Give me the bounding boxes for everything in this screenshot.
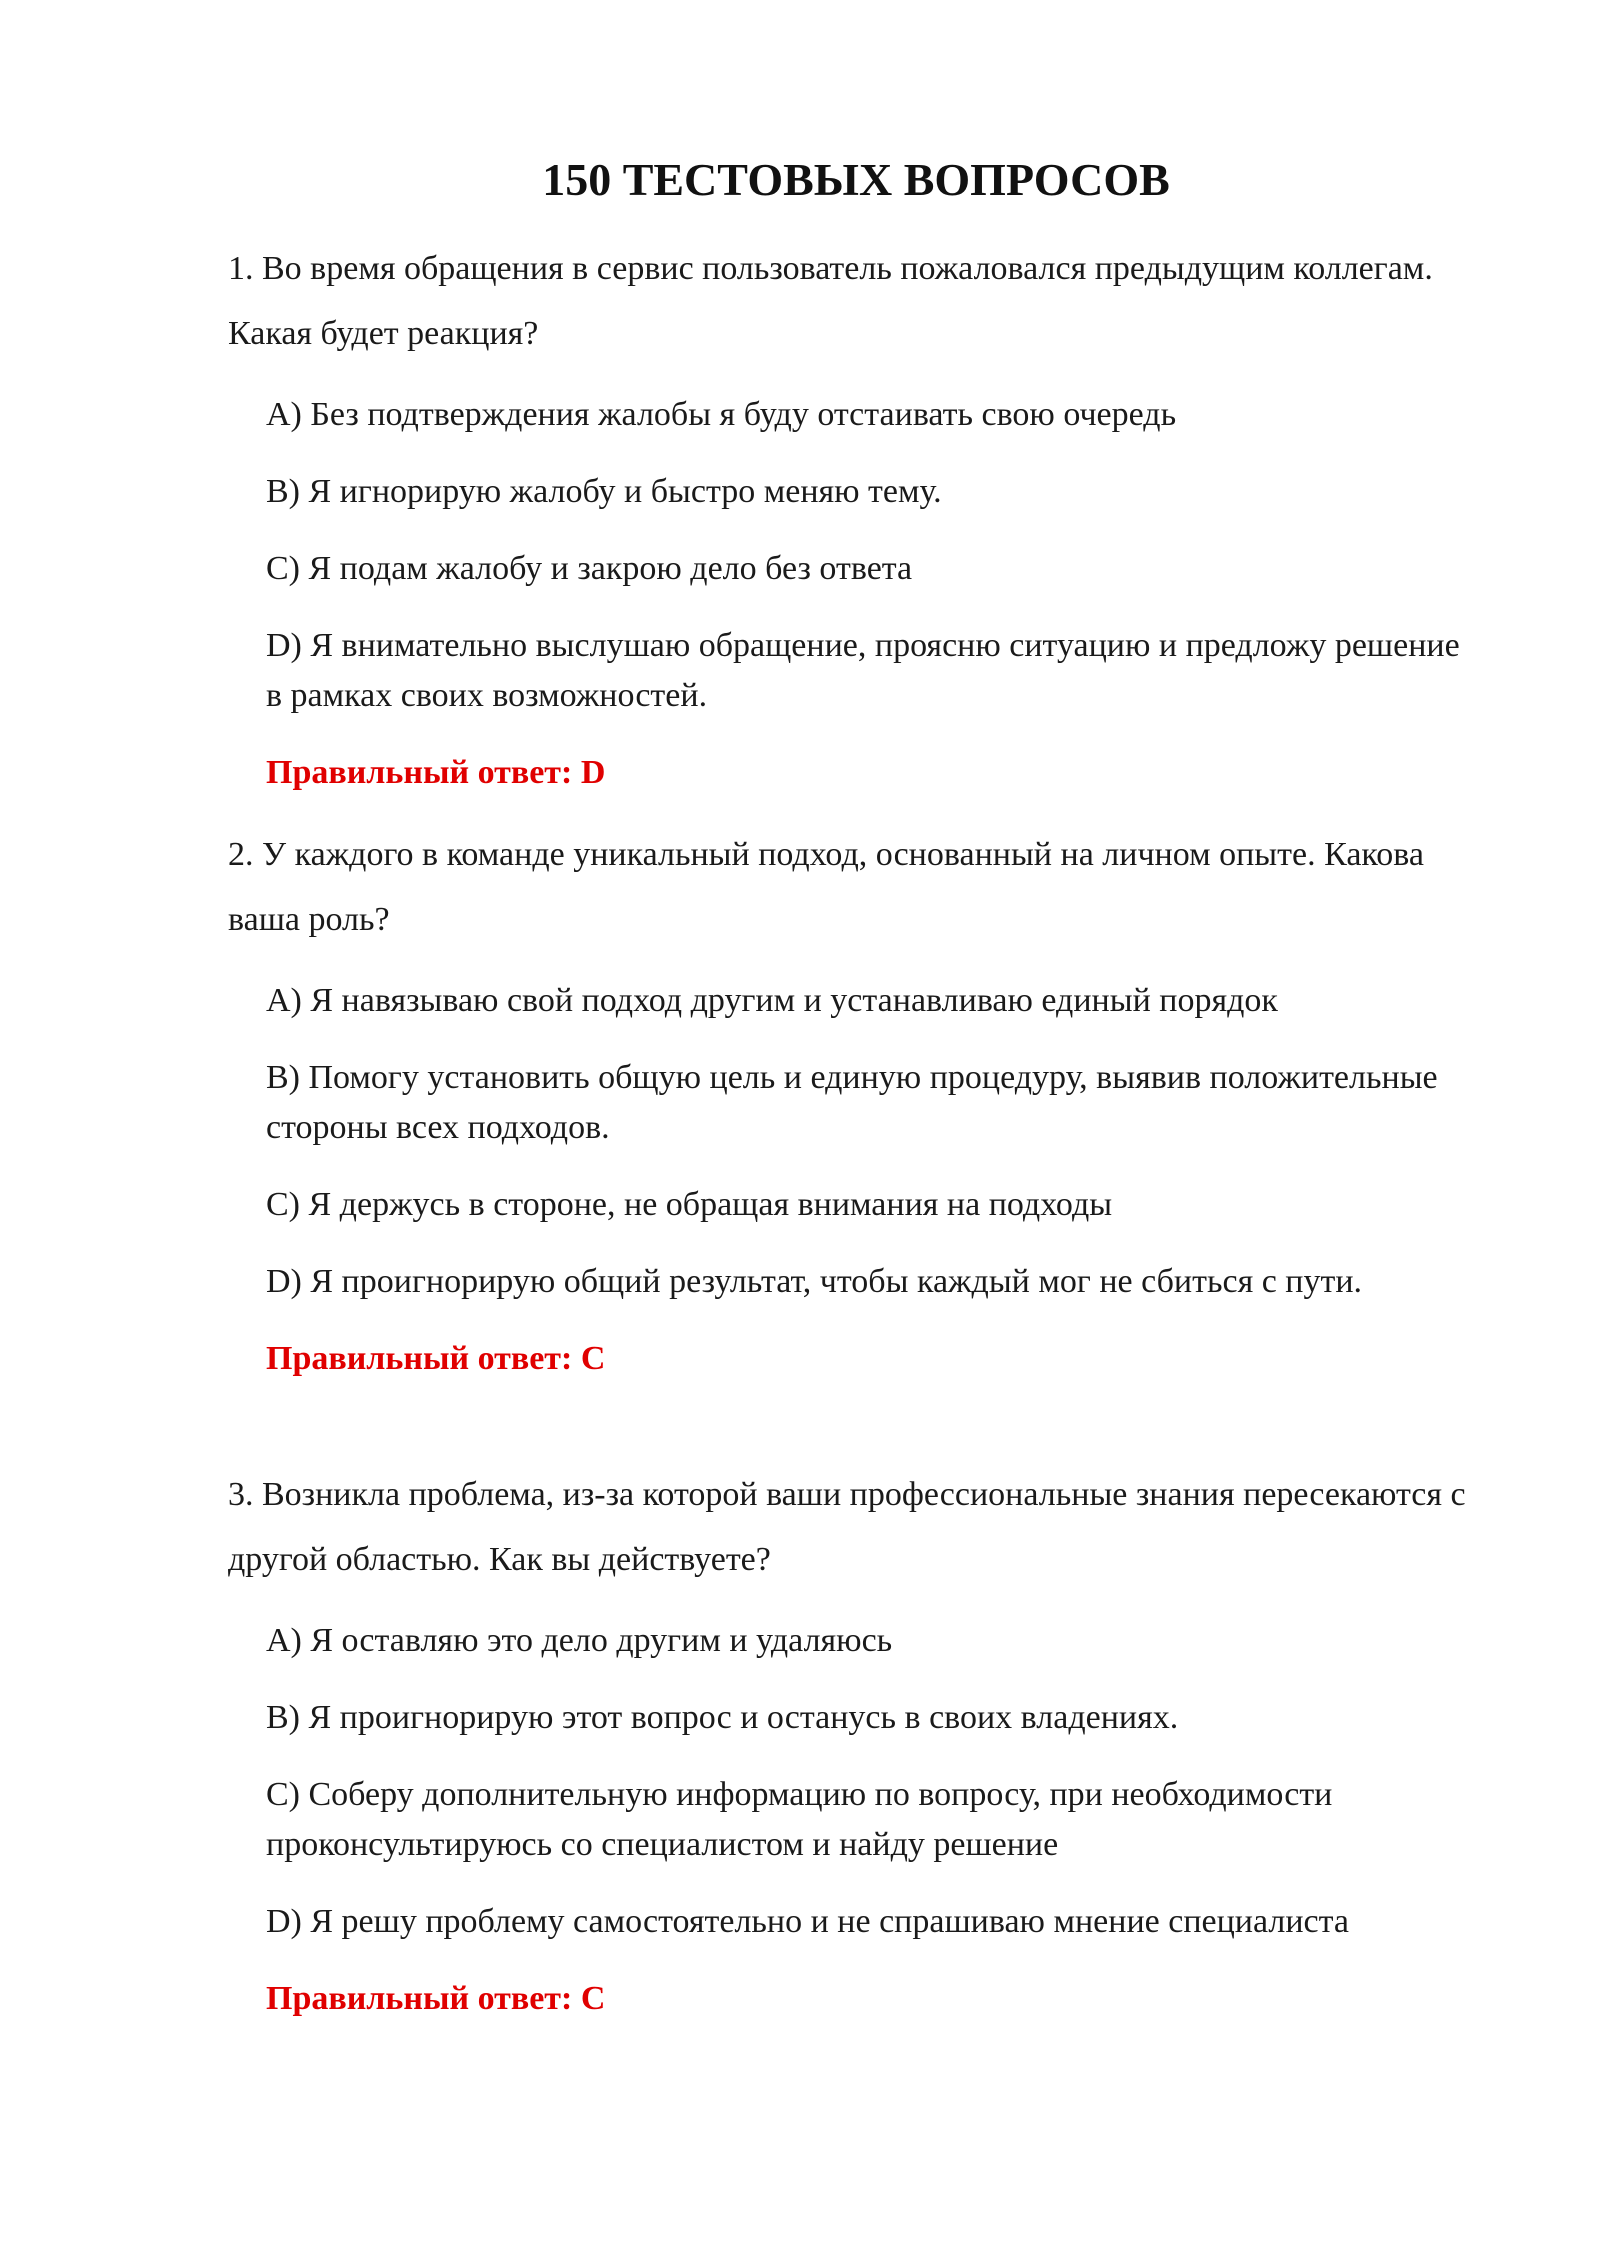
question-text: 2. У каждого в команде уникальный подход, основанный на личном опыте. Какова ваша роль? xyxy=(228,836,1424,938)
option-b: B) Я проигнорирую этот вопрос и останусь в своих владениях. xyxy=(266,1699,1179,1736)
question-1 xyxy=(228,236,1478,798)
page-title: 150 ТЕСТОВЫХ ВОПРОСОВ xyxy=(542,154,1170,205)
options-list xyxy=(266,976,1478,1307)
question-3 xyxy=(228,1462,1478,2024)
option-d: D) Я внимательно выслушаю обращение, проясню ситуацию и предложу решение в рамках своих возможностей. xyxy=(266,627,1460,714)
answer-value: D xyxy=(580,754,606,791)
answer-label: Правильный ответ: xyxy=(266,1980,573,2017)
answer-label: Правильный ответ: xyxy=(266,1340,573,1377)
option-a: A) Без подтверждения жалобы я буду отстаивать свою очередь xyxy=(266,396,1177,433)
option-c: C) Соберу дополнительную информацию по вопросу, при необходимости проконсультируюсь со специалистом и найду решение xyxy=(266,1776,1333,1863)
option-b: B) Помогу установить общую цель и единую процедуру, выявив положительные стороны всех подходов. xyxy=(266,1059,1438,1146)
answer-value: C xyxy=(580,1340,606,1377)
question-2 xyxy=(228,822,1478,1384)
option-d: D) Я проигнорирую общий результат, чтобы каждый мог не сбиться с пути. xyxy=(266,1263,1363,1300)
answer-value: C xyxy=(580,1980,606,2017)
question-text: 1. Во время обращения в сервис пользователь пожаловался предыдущим коллегам. Какая будет реакция? xyxy=(228,250,1433,352)
question-text: 3. Возникла проблема, из-за которой ваши профессиональные знания пересекаются с другой областью. Как вы действуете? xyxy=(228,1476,1466,1578)
option-a: A) Я оставляю это дело другим и удаляюсь xyxy=(266,1622,893,1659)
option-a: A) Я навязываю свой подход другим и устанавливаю единый порядок xyxy=(266,982,1278,1019)
options-list xyxy=(266,390,1478,721)
correct-answer xyxy=(266,748,1478,798)
option-c: C) Я подам жалобу и закрою дело без ответа xyxy=(266,550,913,587)
option-d: D) Я решу проблему самостоятельно и не спрашиваю мнение специалиста xyxy=(266,1903,1350,1940)
options-list xyxy=(266,1616,1478,1947)
option-b: B) Я игнорирую жалобу и быстро меняю тему. xyxy=(266,473,942,510)
correct-answer xyxy=(266,1334,1478,1384)
answer-label: Правильный ответ: xyxy=(266,754,573,791)
correct-answer xyxy=(266,1974,1478,2024)
option-c: C) Я держусь в стороне, не обращая внимания на подходы xyxy=(266,1186,1113,1223)
